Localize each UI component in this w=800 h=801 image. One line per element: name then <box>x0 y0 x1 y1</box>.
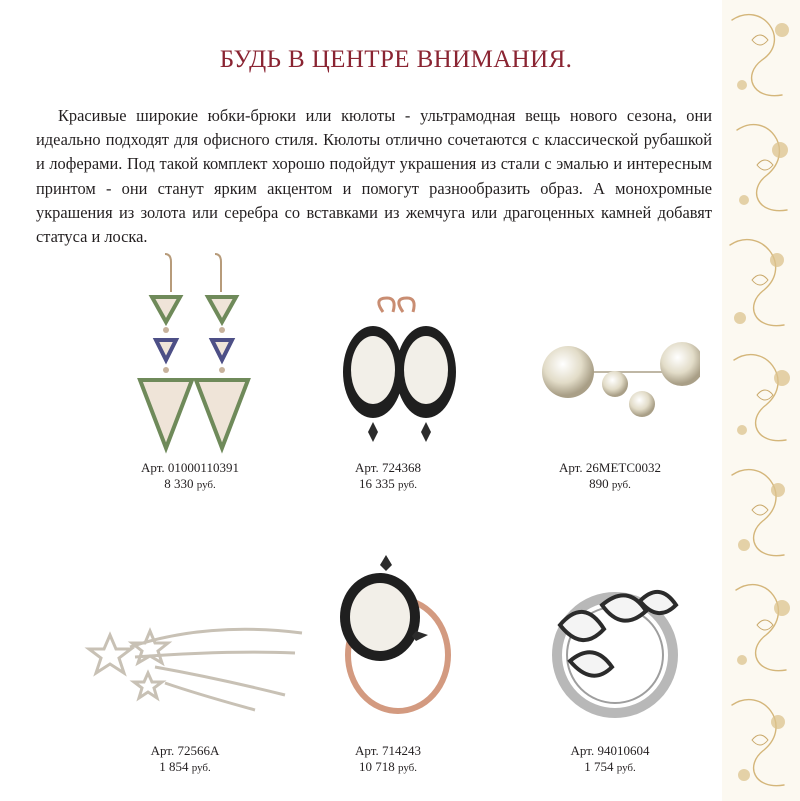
product-price <box>283 760 493 775</box>
floral-ornament-border <box>722 0 800 801</box>
product-card[interactable] <box>283 535 493 785</box>
price-currency: руб. <box>191 762 211 774</box>
page-title: БУДЬ В ЦЕНТРЕ ВНИМАНИЯ. <box>219 46 573 73</box>
floral-pattern-icon <box>722 0 800 801</box>
product-price <box>505 760 715 775</box>
intro-paragraph: Красивые широкие юбки-брюки или кюлоты - ультрамодная вещь нового сезона, они идеально подходят для офисного стиля. Кюлоты отлично сочетаются с классической рубашкой и лоферами. Под такой комплект хорошо подойдут украшения из стали с эмалью и интересным принтом - они станут ярким акцентом и помогут разнообразить образ. А монохромные украшения из золота или серебра со вставками из жемчуга или драгоценных камней добавят статуса и лоска. <box>36 106 712 247</box>
price-value: 10 718 <box>358 759 395 774</box>
product-card[interactable] <box>505 535 715 785</box>
mother-of-pearl-earrings-icon <box>283 252 493 457</box>
product-card[interactable] <box>85 252 295 502</box>
pearl-stud-earrings-icon <box>505 252 715 457</box>
price-value: 8 330 <box>164 476 194 491</box>
silver-leaf-ring-icon <box>505 535 715 740</box>
product-article: Арт. 72566А <box>150 743 220 758</box>
product-article: Арт. 01000110391 <box>141 460 239 475</box>
product-article: Арт. 724368 <box>355 460 421 475</box>
price-value: 890 <box>589 476 609 491</box>
product-card[interactable] <box>505 252 715 502</box>
product-article: Арт. 94010604 <box>570 743 650 758</box>
product-price <box>85 477 295 492</box>
product-article: Арт. 26МЕТС0032 <box>558 460 662 475</box>
product-card[interactable] <box>80 535 290 785</box>
price-currency: руб. <box>616 762 636 774</box>
product-price <box>80 760 290 775</box>
price-value: 1 754 <box>584 759 614 774</box>
price-currency: руб. <box>196 479 216 491</box>
product-article: Арт. 714243 <box>355 743 421 758</box>
price-currency: руб. <box>397 479 418 491</box>
product-price <box>283 477 493 492</box>
product-price <box>505 477 715 492</box>
shooting-star-brooch-icon <box>80 535 290 740</box>
price-currency: руб. <box>397 762 418 774</box>
price-value: 16 335 <box>358 476 395 491</box>
mother-of-pearl-ring-icon <box>283 535 493 740</box>
price-currency: руб. <box>611 479 631 491</box>
price-value: 1 854 <box>159 759 189 774</box>
triangle-drop-earrings-icon <box>85 252 295 457</box>
product-card[interactable] <box>283 252 493 502</box>
